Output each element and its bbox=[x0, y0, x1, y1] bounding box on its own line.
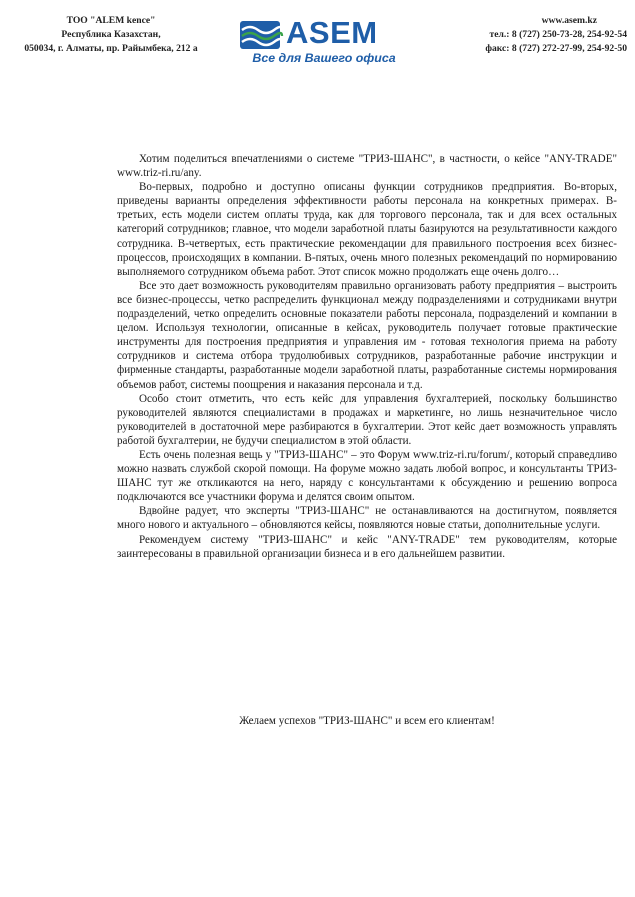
paragraph-intro: Хотим поделиться впечатлениями о системе "ТРИЗ-ШАНС", в частности, о кейсе "ANY-TRADE" www.triz-ri.ru/any. bbox=[117, 153, 617, 180]
paragraph-recommendation: Рекомендуем систему "ТРИЗ-ШАНС" и кейс "ANY-TRADE" тем руководителям, которые заинтересованы в правильной организации бизнеса и в его дальнейшем развитии. bbox=[117, 533, 617, 560]
contacts-block bbox=[427, 14, 627, 56]
company-address: 050034, г. Алматы, пр. Райымбека, 212 а bbox=[24, 43, 198, 54]
logo-wordmark: ASEM bbox=[286, 15, 378, 50]
paragraph-forum: Есть очень полезная вещь у "ТРИЗ-ШАНС" – это Форум www.triz-ri.ru/forum/, который справедливо можно назвать службой скорой помощи. На форуме можно задать любой вопрос, и консультанты ТРИЗ-ШАНС тут же откликаются на него, наряду с консультантами к обсуждению и решению вопроса подключаются все участники форума и делятся своим опытом. bbox=[117, 448, 617, 504]
letter-body bbox=[117, 152, 617, 561]
logo-tagline: Все для Вашего офиса bbox=[252, 51, 396, 65]
letterhead bbox=[0, 0, 635, 72]
phone-line: тел.: 8 (727) 250-73-28, 254-92-54 bbox=[489, 29, 627, 40]
paragraph-updates: Вдвойне радует, что эксперты "ТРИЗ-ШАНС" не останавливаются на достигнутом, появляется много нового и актуального – обновляются кейсы, появляются новые статьи, дополнительные услуги. bbox=[117, 505, 617, 532]
paragraph-accounting: Особо стоит отметить, что есть кейс для управления бухгалтерией, поскольку большинство руководителей являются специалистами в продажах и маркетинге, но лишь незначительное число руководителей в достаточной мере разбираются в бухгалтерии. Этот кейс дает возможность управлять работой бухгалтерии, не будучи специалистом в этой области. bbox=[117, 392, 617, 447]
waves-emblem-icon bbox=[238, 18, 284, 52]
website-link[interactable]: www.asem.kz bbox=[541, 15, 597, 26]
paragraph-opportunities: Все это дает возможность руководителям правильно организовать работу предприятия – выстроить все бизнес-процессы, четко распределить функционал между подразделениями и сотрудниками внутри подразделений, четко определить основные показатели работы персонала, подразделений и компании в целом. Используя технологии, описанные в кейсах, руководитель получает готовые практические инструменты для построения предприятия и управления им - готовая технология приема на работу сотрудников и система отбора трудолюбивых сотрудников, разработанные рабочие инструкции и фирменные стандарты, разработанные модели заработной платы, разработанные системы нормирования объемов работ, системы поощрения и наказания персонала и т.д. bbox=[117, 279, 617, 391]
company-address-block bbox=[0, 14, 222, 56]
asem-logo bbox=[238, 15, 410, 70]
closing-wish: Желаем успехов "ТРИЗ-ШАНС" и всем его клиентам! bbox=[239, 715, 495, 727]
company-country: Республика Казахстан, bbox=[61, 29, 161, 40]
fax-line: факс: 8 (727) 272-27-99, 254-92-50 bbox=[485, 43, 627, 54]
paragraph-firstly: Во-первых, подробно и доступно описаны функции сотрудников предприятия. Во-вторых, приведены варианты определения эффективности работы персонала на конкретных примерах. В-третьих, есть модели систем оплаты труда, как для торгового персонала, так и для всех остальных категорий сотрудников; главное, что модели заработной платы базируются на результативности каждого сотрудника. В-четвертых, есть практические рекомендации для правильного построения всех бизнес-процессов, происходящих в компании. В-пятых, очень много полезных рекомендаций по нормированию выполняемого сотрудником объема работ. Этот список можно продолжать еще очень долго… bbox=[117, 181, 617, 278]
company-name: ТОО "ALEM kence" bbox=[66, 15, 156, 26]
